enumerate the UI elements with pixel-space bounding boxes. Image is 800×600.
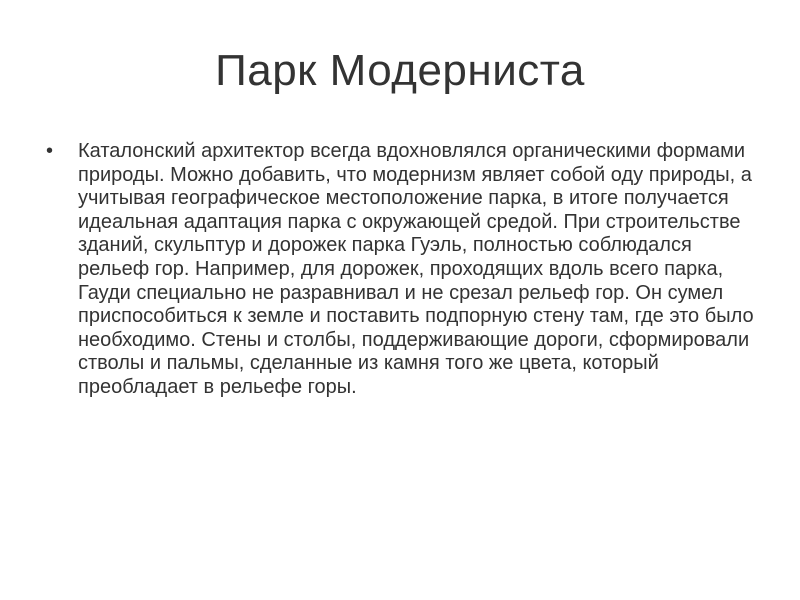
bullet-text: Каталонский архитектор всегда вдохновлялся органическими формами природы. Можно добавить, что модернизм являет собой оду природы, а учитывая географическое местоположение парка, в итоге получается идеальная адаптация парка с окружающей средой. При строительстве зданий, скульптур и дорожек парка Гуэль, полностью соблюдался рельеф гор. Например, для дорожек, проходящих вдоль всего парка, Гауди специально не разравнивал и не срезал рельеф гор. Он сумел приспособиться к земле и поставить подпорную стену там, где это было необходимо. Стены и столбы, поддерживающие дороги, сформировали стволы и пальмы, сделанные из камня того же цвета, который преобладает в рельефе горы.	[78, 140, 754, 398]
slide-title: Парк Модерниста	[215, 46, 585, 95]
bullet-marker: •	[46, 140, 54, 162]
bullet-list	[44, 140, 759, 400]
bullet-item	[44, 140, 759, 400]
